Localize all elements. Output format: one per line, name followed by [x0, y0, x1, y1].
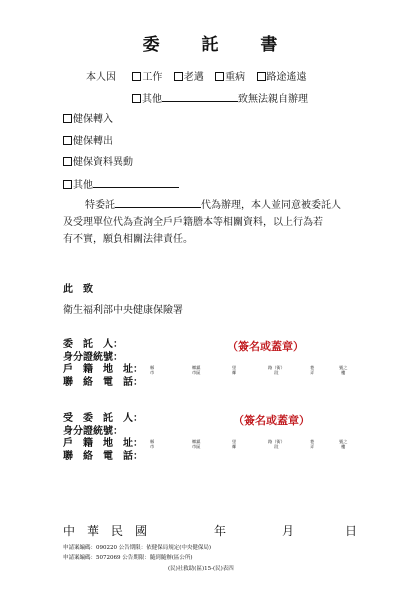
- checkbox-work[interactable]: [132, 72, 141, 81]
- footer-line1: 申請案編碼：090220 公告期限：依健保局規定(中央健保局): [63, 545, 212, 551]
- item-other-field[interactable]: [93, 178, 179, 188]
- principal-sign[interactable]: （簽名或蓋章）: [227, 340, 304, 353]
- item-transfer-in-label: 健保轉入: [73, 114, 113, 125]
- reason-distance: 路途遙遠: [266, 72, 307, 83]
- addr-unit-number: 號之 樓: [339, 365, 348, 375]
- statement-line1: 代為辦理，本人並同意被委託人: [201, 200, 341, 211]
- reason-other-suffix: 致無法親自辦理: [238, 94, 308, 105]
- statement-line2: 及受理單位代為查詢全戶戶籍謄本等相關資料，以上行為若: [63, 217, 323, 228]
- date-year: 年: [214, 524, 227, 538]
- closing-ci: 此 致: [63, 284, 93, 295]
- item-other: [63, 178, 179, 192]
- checkbox-transfer-in[interactable]: [63, 114, 72, 123]
- agent-sign[interactable]: （簽名或蓋章）: [233, 414, 310, 427]
- date-month: 月: [282, 524, 295, 538]
- principal-name-label: 委 託 人：: [63, 339, 123, 350]
- item-data-change-label: 健保資料異動: [73, 157, 133, 168]
- addr-unit-lane: 巷 弄: [310, 365, 315, 375]
- reason-other-field[interactable]: [162, 92, 238, 102]
- date-era: 中 華 民 國: [63, 524, 148, 538]
- agent-id-label: 身分證統號：: [63, 425, 123, 437]
- reason-old-age: 老邁: [183, 72, 204, 83]
- principal-id-label: 身分證統號：: [63, 351, 123, 363]
- item-transfer-out-label: 健保轉出: [73, 136, 113, 147]
- checkbox-item-other[interactable]: [63, 180, 72, 189]
- reason-prefix: 本人因: [86, 72, 116, 83]
- statement-paragraph: [63, 197, 363, 248]
- closing-recipient: 衛生福利部中央健康保險署: [63, 305, 183, 316]
- agent-name-field[interactable]: [115, 198, 201, 208]
- reason-illness: 重病: [225, 72, 246, 83]
- checkbox-distance[interactable]: [257, 72, 266, 81]
- item-data-change: [63, 156, 133, 169]
- addr-unit-county: 縣 市: [150, 439, 155, 449]
- addr-unit-township: 鄉鎮 市區: [192, 439, 201, 449]
- addr-unit-county: 縣 市: [150, 365, 155, 375]
- checkbox-transfer-out[interactable]: [63, 136, 72, 145]
- agent-labels: [63, 413, 143, 463]
- addr-unit-village: 里 鄰: [232, 365, 237, 375]
- footer-line2: 申請案編碼：5072069 公告期限：隨到隨辦(區公所): [63, 555, 193, 561]
- principal-address-units: [0, 365, 420, 379]
- agent-address-units: [0, 439, 420, 453]
- agent-address-label: 戶 籍 地 址：: [63, 438, 143, 449]
- reason-other-label: 其他: [142, 94, 162, 105]
- principal-address-label: 戶 籍 地 址：: [63, 364, 143, 375]
- agent-name-label: 受 委 託 人：: [63, 413, 143, 424]
- item-transfer-in: [63, 113, 113, 126]
- addr-unit-road: 路（街） 段: [268, 365, 285, 375]
- addr-unit-number: 號之 樓: [339, 439, 348, 449]
- document-title: 委 託 書: [142, 35, 296, 55]
- addr-unit-village: 里 鄰: [232, 439, 237, 449]
- statement-prefix: 特委託: [85, 200, 115, 211]
- date-day: 日: [345, 524, 358, 538]
- checkbox-data-change[interactable]: [63, 157, 72, 166]
- agent-phone-label: 聯 絡 電 話：: [63, 450, 143, 462]
- checkbox-old-age[interactable]: [174, 72, 183, 81]
- principal-phone-label: 聯 絡 電 話：: [63, 376, 143, 388]
- addr-unit-road: 路（街） 段: [268, 439, 285, 449]
- addr-unit-lane: 巷 弄: [310, 439, 315, 449]
- item-transfer-out: [63, 135, 113, 148]
- statement-line3: 有不實，願負相關法律責任。: [63, 234, 193, 245]
- checkbox-reason-other[interactable]: [132, 94, 141, 103]
- reason-work: 工作: [142, 72, 163, 83]
- item-other-label: 其他: [73, 180, 93, 191]
- reason-other-row: [132, 92, 308, 106]
- footer-line3: (民)社救助(區)15-(民)表四: [168, 566, 234, 572]
- addr-unit-township: 鄉鎮 市區: [192, 365, 201, 375]
- principal-labels: [63, 339, 143, 389]
- checkbox-illness[interactable]: [215, 72, 224, 81]
- reason-row: [86, 71, 307, 84]
